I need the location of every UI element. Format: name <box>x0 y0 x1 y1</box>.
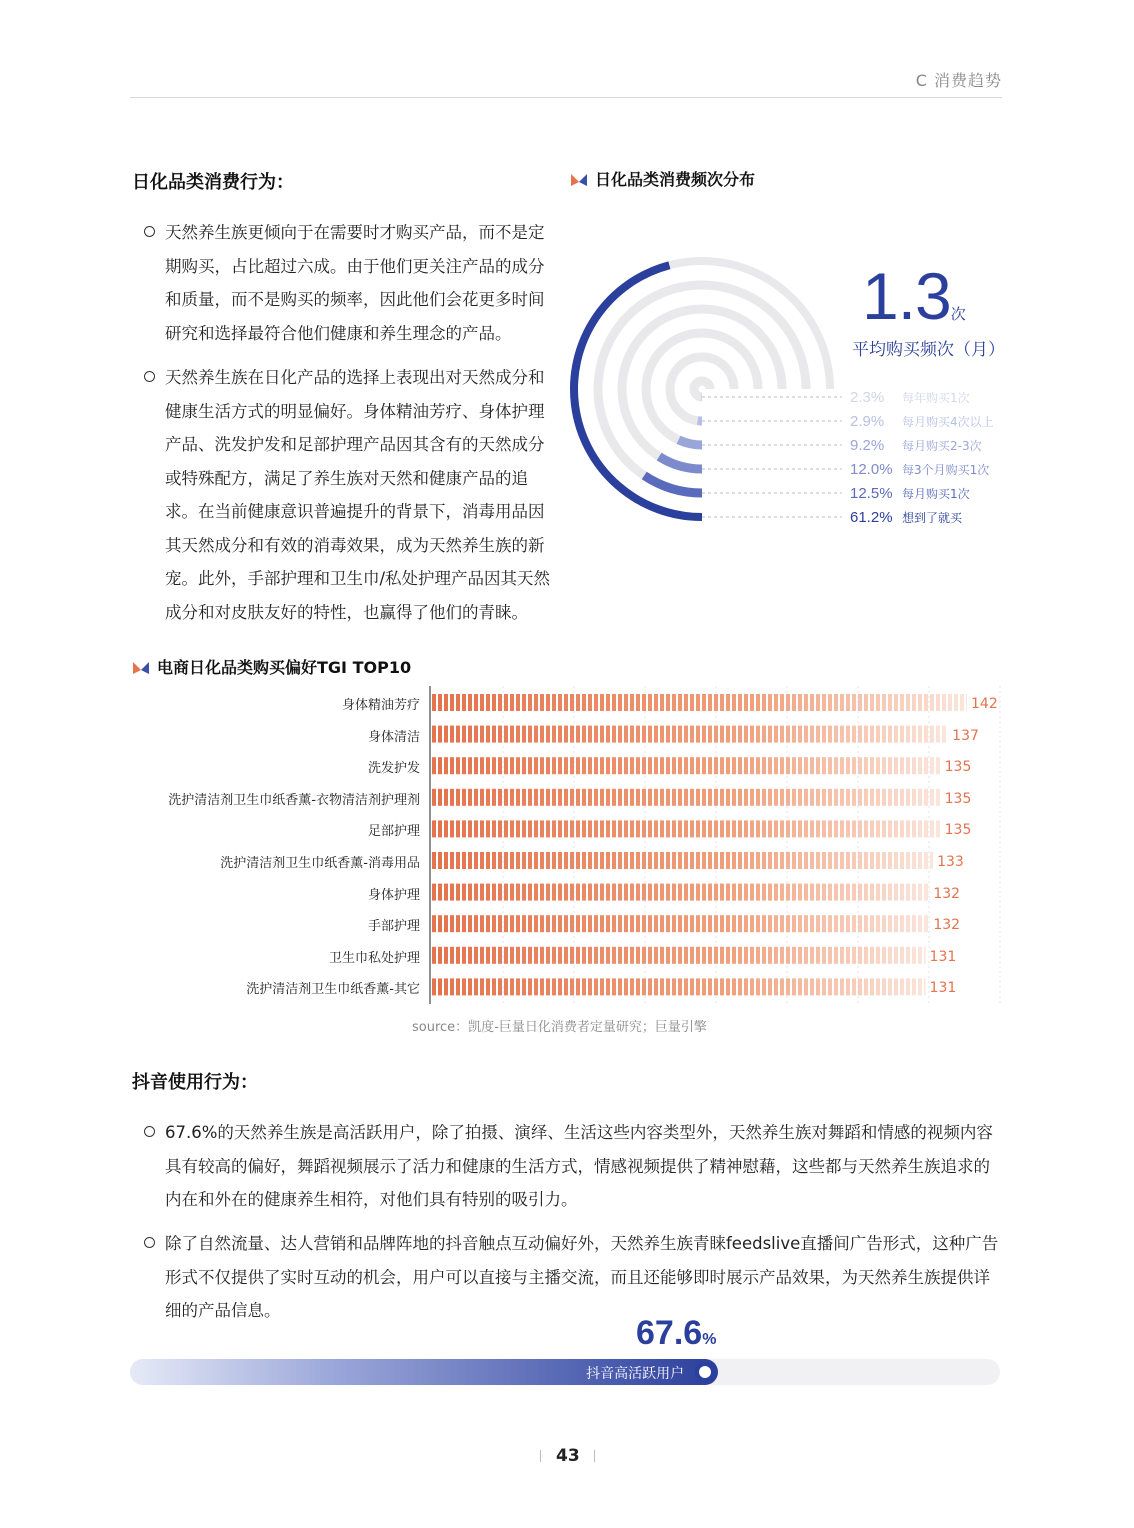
bullet-item <box>165 216 555 350</box>
ring-category-label: 每月购买2-3次 <box>902 439 982 453</box>
avg-frequency-caption: 平均购买频次（月） <box>852 340 1005 360</box>
tgi-value-label: 135 <box>944 822 972 839</box>
bullet-item <box>165 1227 1005 1328</box>
ring-percent-label: 9.2% <box>850 437 885 454</box>
ring-track <box>670 357 734 421</box>
ring-value-arc <box>659 457 702 469</box>
tgi-value-label: 131 <box>929 980 957 997</box>
section-header: C 消费趋势 <box>915 71 1002 90</box>
active-users-track <box>130 1359 1000 1385</box>
bullet-item <box>165 1116 1005 1217</box>
tgi-value-label: 131 <box>929 948 957 965</box>
section-title-daily-chem: 日化品类消费行为： <box>132 172 294 193</box>
page-number: 43 <box>556 1446 580 1466</box>
header-divider <box>130 97 1002 98</box>
pager-tick-left <box>540 1450 541 1462</box>
ring-category-label: 每3个月购买1次 <box>902 463 990 477</box>
ring-category-label: 每月购买1次 <box>902 487 970 501</box>
tgi-category-label: 身体清洁 <box>367 729 420 745</box>
ring-percent-label: 2.9% <box>850 413 885 430</box>
tgi-category-label: 洗发护发 <box>367 761 420 777</box>
ring-percent-label: 61.2% <box>850 509 893 526</box>
bullet-circle-icon <box>144 371 155 382</box>
tgi-category-label: 身体护理 <box>367 887 420 903</box>
bullet-text: 天然养生族更倾向于在需要时才购买产品，而不是定期购买，占比超过六成。由于他们更关注产品的成分和质量，而不是购买的频率，因此他们会花更多时间研究和选择最符合他们健康和养生理念的产品。 <box>165 223 545 343</box>
ring-percent-label: 12.5% <box>850 485 893 502</box>
section-title-douyin: 抖音使用行为： <box>132 1072 258 1093</box>
active-users-fill <box>130 1359 718 1385</box>
avg-frequency-value: 1.3 <box>862 259 951 333</box>
chart-title-mark-icon <box>571 174 587 186</box>
ring-value-arc <box>678 440 702 445</box>
tgi-category-label: 洗护清洁剂卫生巾纸香薰-其它 <box>246 982 420 998</box>
tgi-value-label: 137 <box>952 727 979 744</box>
tgi-value-label: 133 <box>937 854 964 870</box>
ring-category-label: 每年购买1次 <box>902 391 970 405</box>
bullet-circle-icon <box>144 1126 155 1137</box>
active-users-value: 67.6% <box>636 1314 717 1352</box>
ring-track <box>646 333 758 445</box>
ring-category-label: 每月购买4次以上 <box>902 415 994 429</box>
tgi-category-label: 身体精油芳疗 <box>341 698 420 713</box>
tgi-label-layer <box>120 684 1020 1009</box>
tgi-category-label: 手部护理 <box>367 919 420 935</box>
tgi-category-label: 足部护理 <box>367 824 420 840</box>
avg-frequency-unit: 次 <box>950 306 966 323</box>
tgi-category-label: 洗护清洁剂卫生巾纸香薰-衣物清洁剂护理剂 <box>168 792 420 808</box>
active-users-label: 抖音高活跃用户 <box>586 1366 685 1382</box>
freq-chart-title: 日化品类消费频次分布 <box>571 167 755 190</box>
progress-knob-icon <box>695 1362 715 1382</box>
tgi-category-label: 卫生巾私处护理 <box>328 950 420 966</box>
bullet-text: 除了自然流量、达人营销和品牌阵地的抖音触点互动偏好外，天然养生族青睐feedslive直播间广告形式，这种广告形式不仅提供了实时互动的机会，用户可以直接与主播交流，而且还能够即时展示产品效果，为天然养生族提供详细的产品信息。 <box>165 1234 999 1320</box>
tgi-value-label: 135 <box>944 790 972 807</box>
avg-frequency-block <box>862 258 1012 334</box>
tgi-value-label: 142 <box>971 696 998 712</box>
tgi-chart-title: 电商日化品类购买偏好TGI TOP10 <box>133 655 411 678</box>
tgi-category-label: 洗护清洁剂卫生巾纸香薰-消毒用品 <box>220 856 420 871</box>
ring-category-label: 想到了就买 <box>902 511 963 525</box>
chart-title-mark-icon <box>133 662 149 674</box>
tgi-value-label: 135 <box>944 759 972 776</box>
ring-track <box>598 285 806 493</box>
ring-percent-label: 2.3% <box>850 389 885 406</box>
bullet-circle-icon <box>144 1237 155 1248</box>
tgi-value-label: 132 <box>933 917 961 934</box>
bullet-text: 67.6%的天然养生族是高活跃用户，除了拍摄、演绎、生活这些内容类型外，天然养生族对舞蹈和情感的视频内容具有较高的偏好，舞蹈视频展示了活力和健康的生活方式，情感视频提供了精神慰藉，这些都与天然养生族追求的内在和外在的健康养生相符，对他们具有特别的吸引力。 <box>165 1123 993 1209</box>
bullet-circle-icon <box>144 226 155 237</box>
ring-percent-label: 12.0% <box>850 461 893 478</box>
source-note: source：凯度-巨量日化消费者定量研究；巨量引擎 <box>412 1020 707 1035</box>
pager-tick-right <box>594 1450 595 1462</box>
bullet-item <box>165 361 555 629</box>
bullet-text: 天然养生族在日化产品的选择上表现出对天然成分和健康生活方式的明显偏好。身体精油芳疗、身体护理产品、洗发护发和足部护理产品因其含有的天然成分或特殊配方，满足了养生族对天然和健康产品的追求。在当前健康意识普遍提升的背景下，消毒用品因其天然成分和有效的消毒效果，成为天然养生族的新宠。此外，手部护理和卫生巾/私处护理产品因其天然成分和对皮肤友好的特性，也赢得了他们的青睐。 <box>165 368 551 622</box>
tgi-value-label: 132 <box>933 885 961 902</box>
